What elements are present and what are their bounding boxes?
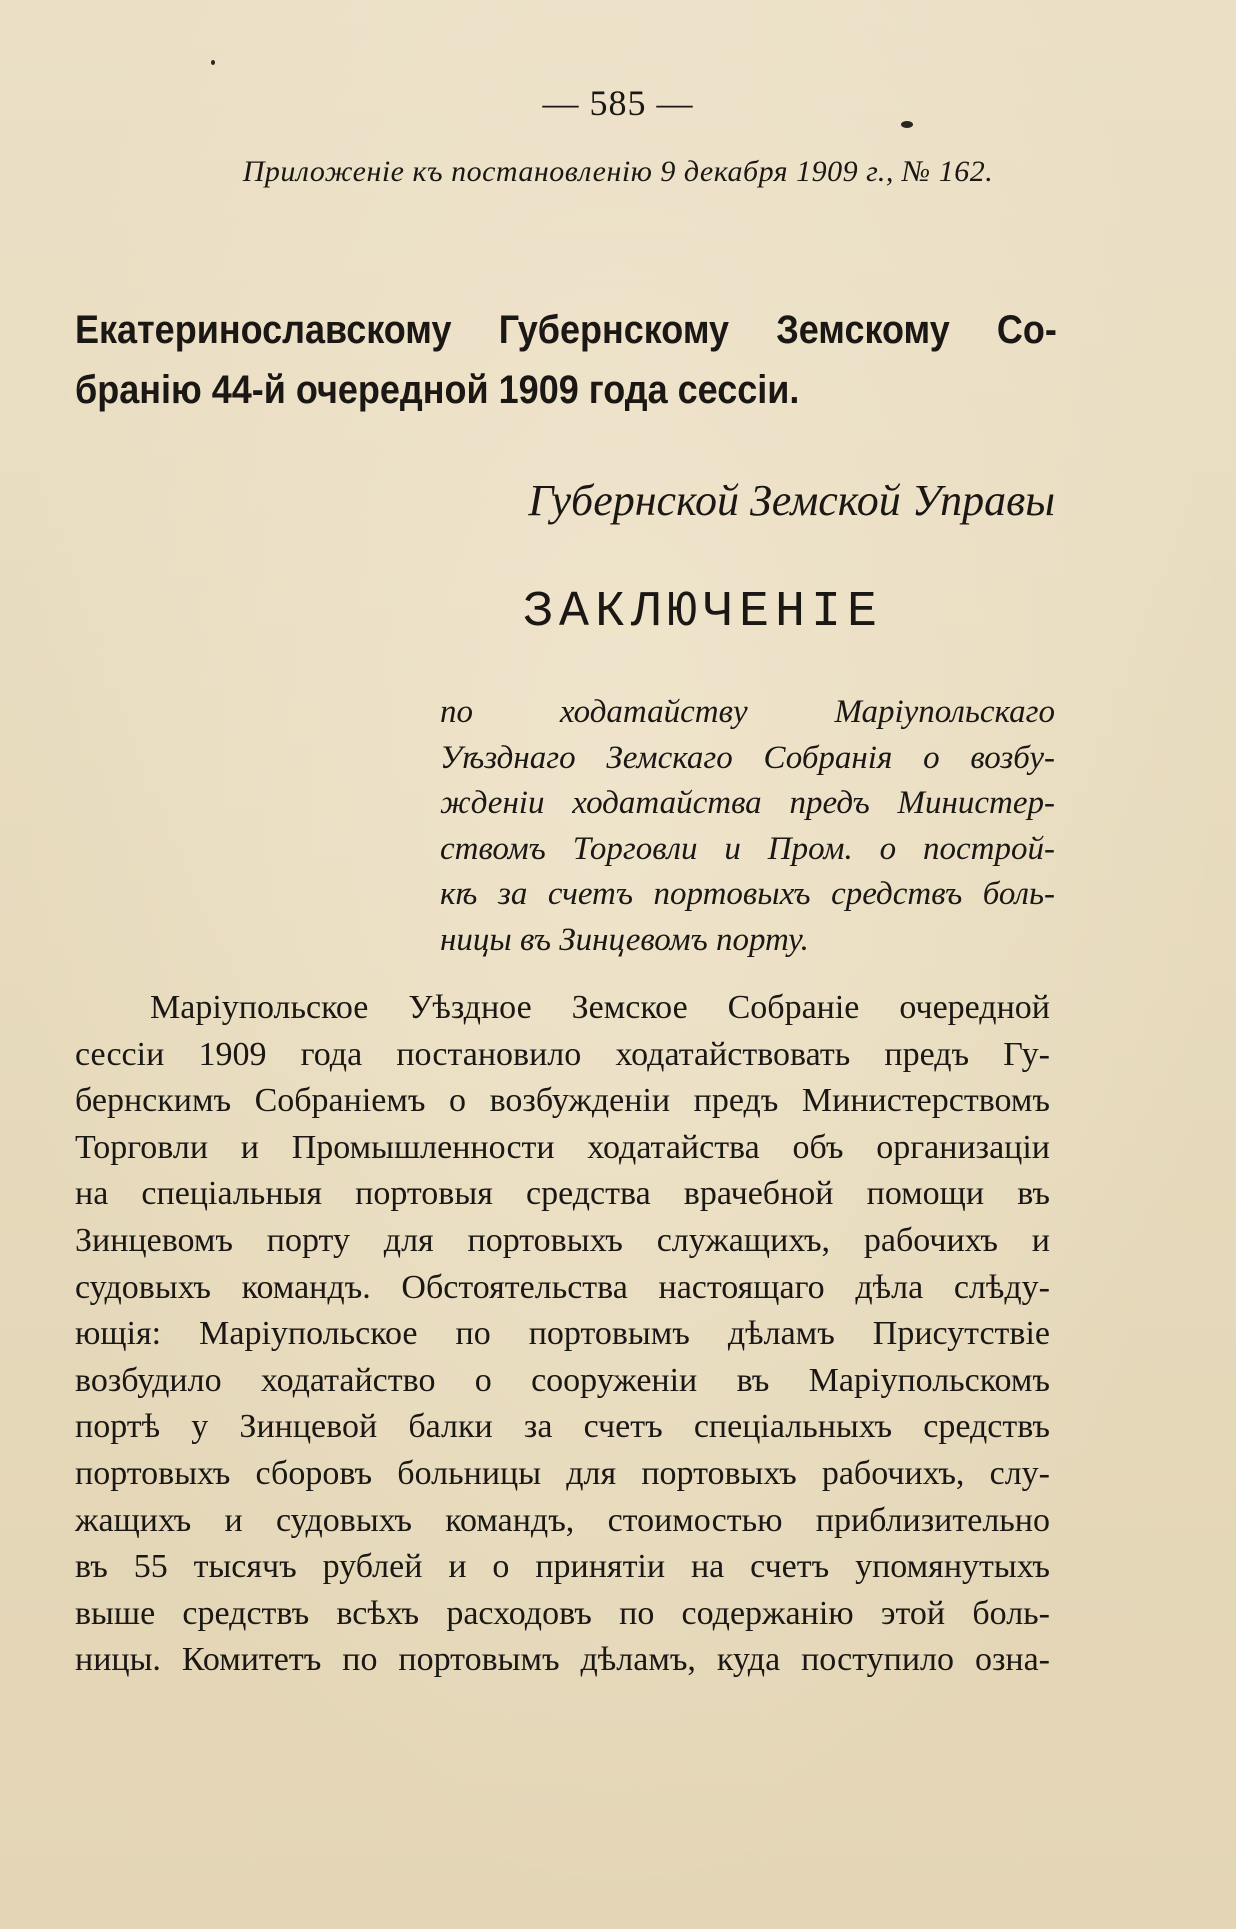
subject-line: жденіи ходатайства предъ Министер- (440, 785, 1055, 821)
body-line: Торговли и Промышленности ходатайства объ организаціи (75, 1128, 1050, 1166)
body-line: въ 55 тысячъ рублей и о принятіи на счетъ упомянутыхъ (75, 1548, 1050, 1586)
body-line: выше средствъ всѣхъ расходовъ по содержанію этой боль- (75, 1594, 1050, 1632)
body-line: ницы. Комитетъ по портовымъ дѣламъ, куда поступило озна- (75, 1641, 1050, 1679)
body-line: Маріупольское Уѣздное Земское Собраніе очередной (150, 989, 1050, 1026)
subject-block (440, 690, 1055, 963)
body-line: бернскимъ Собраніемъ о возбужденіи предъ Министерствомъ (75, 1082, 1050, 1120)
heading-line: Екатеринославскому Губернскому Земскому Со- (75, 308, 1057, 352)
ink-speck (211, 60, 215, 65)
annex-note: Приложеніе къ постановленію 9 декабря 1909 г., № 162. (242, 155, 994, 188)
issuing-authority: Губернской Земской Управы (528, 476, 1055, 525)
body-line: жащихъ и судовыхъ командъ, стоимостью приблизительно (75, 1501, 1050, 1539)
body-line: ющія: Маріупольское по портовымъ дѣламъ Присутствіе (75, 1315, 1050, 1353)
subject-line: кѣ за счетъ портовыхъ средствъ боль- (440, 876, 1055, 912)
body-line: на спеціальныя портовыя средства врачебной помощи въ (75, 1175, 1050, 1213)
document-title: ЗАКЛЮЧЕНІЕ (522, 584, 884, 641)
body-line: портовыхъ сборовъ больницы для портовыхъ рабочихъ, слу- (75, 1454, 1050, 1492)
body-line: Зинцевомъ порту для портовыхъ служащихъ, рабочихъ и (75, 1221, 1050, 1259)
page-number: — 585 — (542, 83, 694, 123)
body-line: портѣ у Зинцевой балки за счетъ спеціальныхъ средствъ (75, 1408, 1050, 1446)
heading-line: бранію 44-й очередной 1909 года сессіи. (75, 368, 800, 412)
body-paragraph (75, 985, 1050, 1684)
body-line: судовыхъ командъ. Обстоятельства настоящаго дѣла слѣду- (75, 1268, 1050, 1306)
body-line: сессіи 1909 года постановило ходатайствовать предъ Гу- (75, 1035, 1050, 1073)
subject-line: ствомъ Торговли и Пром. о построй- (440, 830, 1055, 867)
subject-line: ницы въ Зинцевомъ порту. (440, 921, 809, 958)
body-line: возбудило ходатайство о сооруженіи въ Маріупольскомъ (75, 1361, 1050, 1399)
subject-line: Уѣзднаго Земскаго Собранія о возбу- (440, 739, 1055, 776)
subject-line: по ходатайству Маріупольскаго (440, 694, 1055, 730)
document-heading (75, 300, 1057, 420)
